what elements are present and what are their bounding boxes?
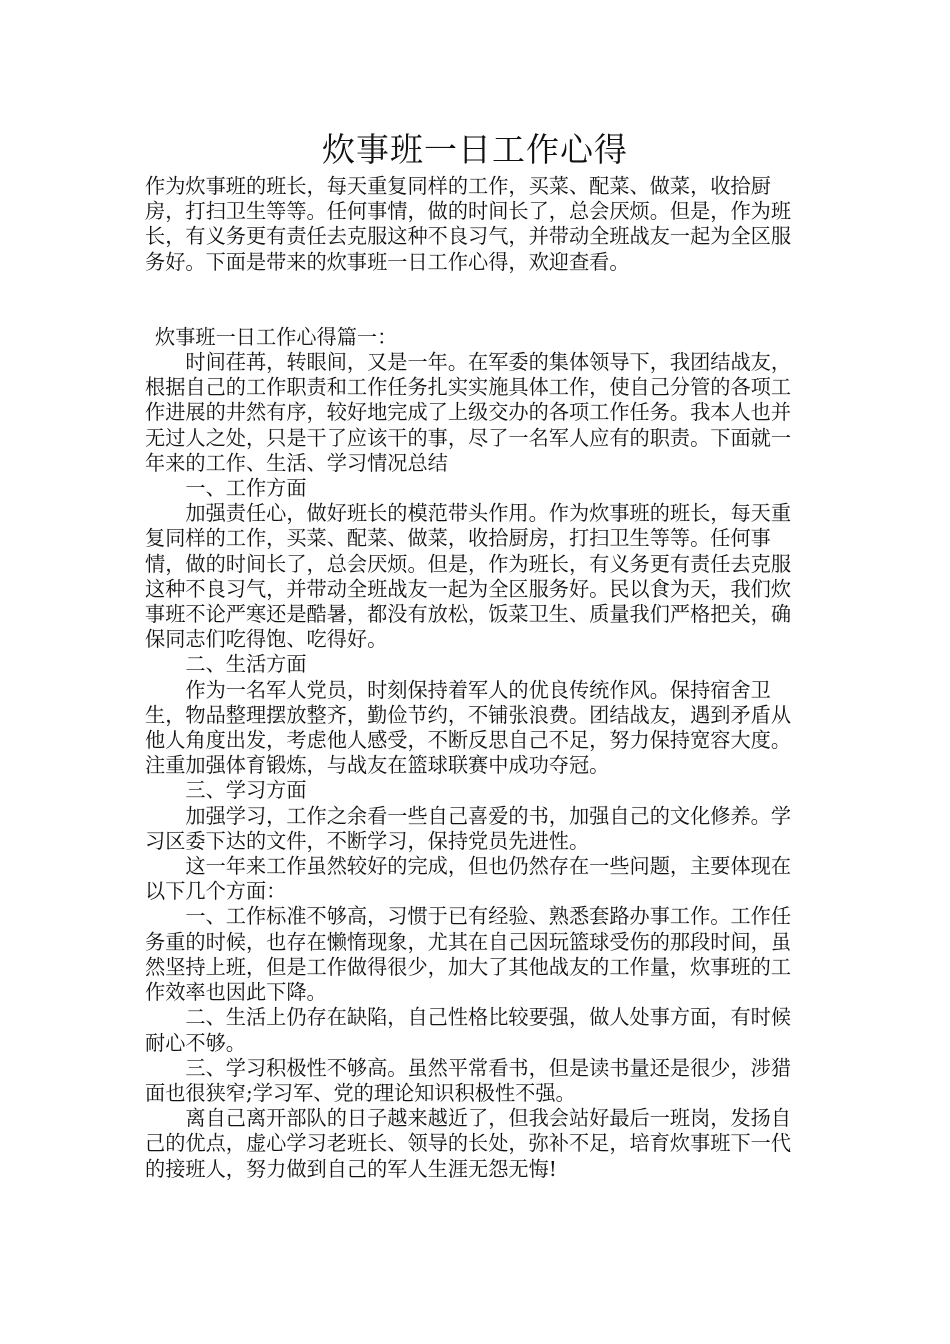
body-paragraph: 作为一名军人党员，时刻保持着军人的优良传统作风。保持宿舍卫生，物品整理摆放整齐，勤俭节约，不铺张浪费。团结战友，遇到矛盾从他人角度出发，考虑他人感受，不断反思自己不足，努力保持宽容大度。注重加强体育锻炼，与战友在篮球联赛中成功夺冠。 [145, 677, 792, 778]
subheading-study: 三、学习方面 [185, 778, 307, 803]
body-paragraph: 加强学习，工作之余看一些自己喜爱的书，加强自己的文化修养。学习区委下达的文件，不断学习，保持党员先进性。 [145, 803, 792, 853]
subheading-life: 二、生活方面 [185, 652, 307, 677]
document-title: 炊事班一日工作心得 [322, 130, 628, 169]
issue-paragraph: 一、工作标准不够高，习惯于已有经验、熟悉套路办事工作。工作任务重的时候，也存在懒惰现象，尤其在自己因玩篮球受伤的那段时间，虽然坚持上班，但是工作做得很少，加大了其他战友的工作量，炊事班的工作效率也因此下降。 [145, 904, 792, 1005]
body-paragraph: 这一年来工作虽然较好的完成，但也仍然存在一些问题，主要体现在以下几个方面： [145, 854, 792, 904]
closing-paragraph: 离自己离开部队的日子越来越近了，但我会站好最后一班岗，发扬自己的优点，虚心学习老班长、领导的长处，弥补不足，培育炊事班下一代的接班人，努力做到自己的军人生涯无怨无悔! [145, 1106, 792, 1181]
intro-paragraph: 作为炊事班的班长，每天重复同样的工作，买菜、配菜、做菜，收拾厨房，打扫卫生等等。任何事情，做的时间长了，总会厌烦。但是，作为班长，有义务更有责任去克服这种不良习气，并带动全班战友一起为全区服务好。下面是带来的炊事班一日工作心得，欢迎查看。 [145, 174, 792, 274]
body-paragraph: 时间荏苒，转眼间，又是一年。在军委的集体领导下，我团结战友，根据自己的工作职责和工作任务扎实实施具体工作，使自己分管的各项工作进展的井然有序，较好地完成了上级交办的各项工作任务。我本人也并无过人之处，只是干了应该干的事，尽了一名军人应有的职责。下面就一年来的工作、生活、学习情况总结 [145, 350, 792, 475]
issue-paragraph: 三、学习积极性不够高。虽然平常看书，但是读书量还是很少，涉猎面也很狭窄;学习军、党的理论知识积极性不强。 [145, 1055, 792, 1105]
subheading-work: 一、工作方面 [185, 476, 307, 501]
issue-paragraph: 二、生活上仍存在缺陷，自己性格比较要强，做人处事方面，有时候耐心不够。 [145, 1005, 792, 1055]
section-title: 炊事班一日工作心得篇一： [155, 324, 398, 349]
document-body [145, 174, 810, 1182]
body-paragraph: 加强责任心，做好班长的模范带头作用。作为炊事班的班长，每天重复同样的工作，买菜、配菜、做菜，收拾厨房，打扫卫生等等。任何事情，做的时间长了，总会厌烦。但是，作为班长，有义务更有责任去克服这种不良习气，并带动全班战友一起为全区服务好。民以食为天，我们炊事班不论严寒还是酷暑，都没有放松，饭菜卫生、质量我们严格把关，确保同志们吃得饱、吃得好。 [145, 501, 792, 652]
